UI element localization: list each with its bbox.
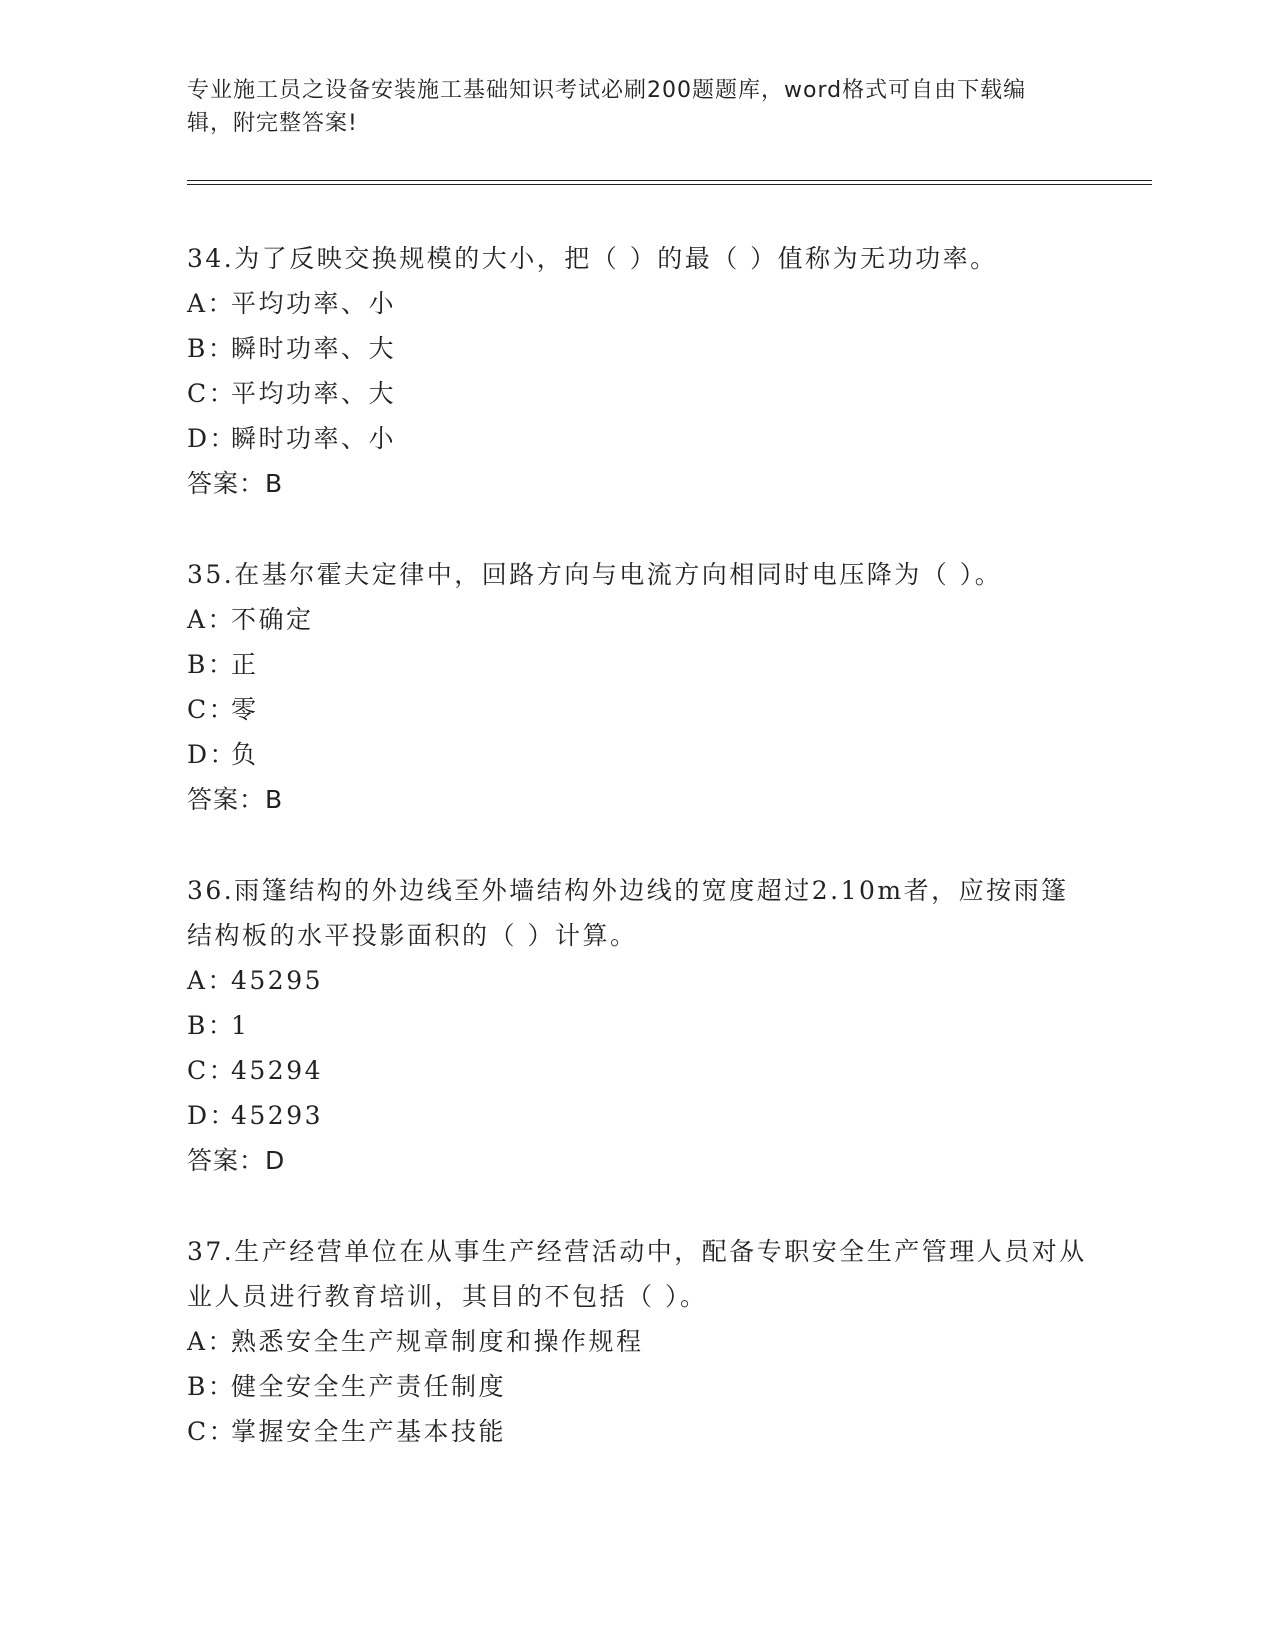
option-key: A： <box>187 966 236 995</box>
question-35 <box>187 552 1087 822</box>
option-key: B： <box>187 650 236 679</box>
question-37 <box>187 1229 1087 1454</box>
option-b <box>187 326 1087 371</box>
option-text: 45295 <box>231 966 324 995</box>
option-key: C： <box>187 1056 237 1085</box>
answer-line: 答案：B <box>187 469 284 498</box>
option-text: 平均功率、大 <box>231 379 397 408</box>
option-text: 零 <box>231 695 259 724</box>
option-key: C： <box>187 379 237 408</box>
header-divider-bottom <box>187 184 1152 185</box>
option-text: 不确定 <box>231 605 314 634</box>
question-stem: 37.生产经营单位在从事生产经营活动中，配备专职安全生产管理人员对从业人员进行教育培训，其目的不包括（ ）。 <box>187 1237 1087 1311</box>
option-b <box>187 1003 1087 1048</box>
option-c <box>187 1048 1087 1093</box>
header-divider-top <box>187 180 1152 181</box>
answer-line: 答案：B <box>187 785 284 814</box>
option-text: 掌握安全生产基本技能 <box>231 1417 507 1446</box>
option-key: B： <box>187 1011 236 1040</box>
document-header: 专业施工员之设备安装施工基础知识考试必刷200题题库，word格式可自由下载编辑，附完整答案! <box>187 78 1027 136</box>
option-d <box>187 416 1087 461</box>
option-key: A： <box>187 289 236 318</box>
option-text: 正 <box>231 650 259 679</box>
question-34 <box>187 236 1087 506</box>
option-key: D： <box>187 1101 238 1130</box>
option-text: 负 <box>231 740 259 769</box>
option-text: 1 <box>231 1011 250 1040</box>
option-text: 45293 <box>231 1101 324 1130</box>
option-key: A： <box>187 605 236 634</box>
option-key: A： <box>187 1327 236 1356</box>
question-36 <box>187 868 1087 1183</box>
question-stem: 35.在基尔霍夫定律中，回路方向与电流方向相同时电压降为（ ）。 <box>187 560 1003 589</box>
option-b <box>187 642 1087 687</box>
option-key: C： <box>187 695 237 724</box>
option-a <box>187 281 1087 326</box>
option-key: D： <box>187 424 238 453</box>
option-key: B： <box>187 1372 236 1401</box>
option-key: C： <box>187 1417 237 1446</box>
question-stem: 34.为了反映交换规模的大小，把（ ）的最（ ）值称为无功功率。 <box>187 244 998 273</box>
question-list <box>187 236 1087 1500</box>
option-key: D： <box>187 740 238 769</box>
option-c <box>187 687 1087 732</box>
option-a <box>187 597 1087 642</box>
option-d <box>187 1093 1087 1138</box>
option-text: 瞬时功率、小 <box>231 424 397 453</box>
option-d <box>187 732 1087 777</box>
option-c <box>187 1409 1087 1454</box>
question-stem: 36.雨篷结构的外边线至外墙结构外边线的宽度超过2.10m者，应按雨篷结构板的水平投影面积的（ ）计算。 <box>187 876 1069 950</box>
option-text: 健全安全生产责任制度 <box>231 1372 507 1401</box>
option-text: 瞬时功率、大 <box>231 334 397 363</box>
option-key: B： <box>187 334 236 363</box>
option-b <box>187 1364 1087 1409</box>
option-text: 45294 <box>231 1056 324 1085</box>
option-a <box>187 958 1087 1003</box>
option-a <box>187 1319 1087 1364</box>
answer-line: 答案：D <box>187 1146 286 1175</box>
option-c <box>187 371 1087 416</box>
option-text: 熟悉安全生产规章制度和操作规程 <box>231 1327 644 1356</box>
option-text: 平均功率、小 <box>231 289 397 318</box>
